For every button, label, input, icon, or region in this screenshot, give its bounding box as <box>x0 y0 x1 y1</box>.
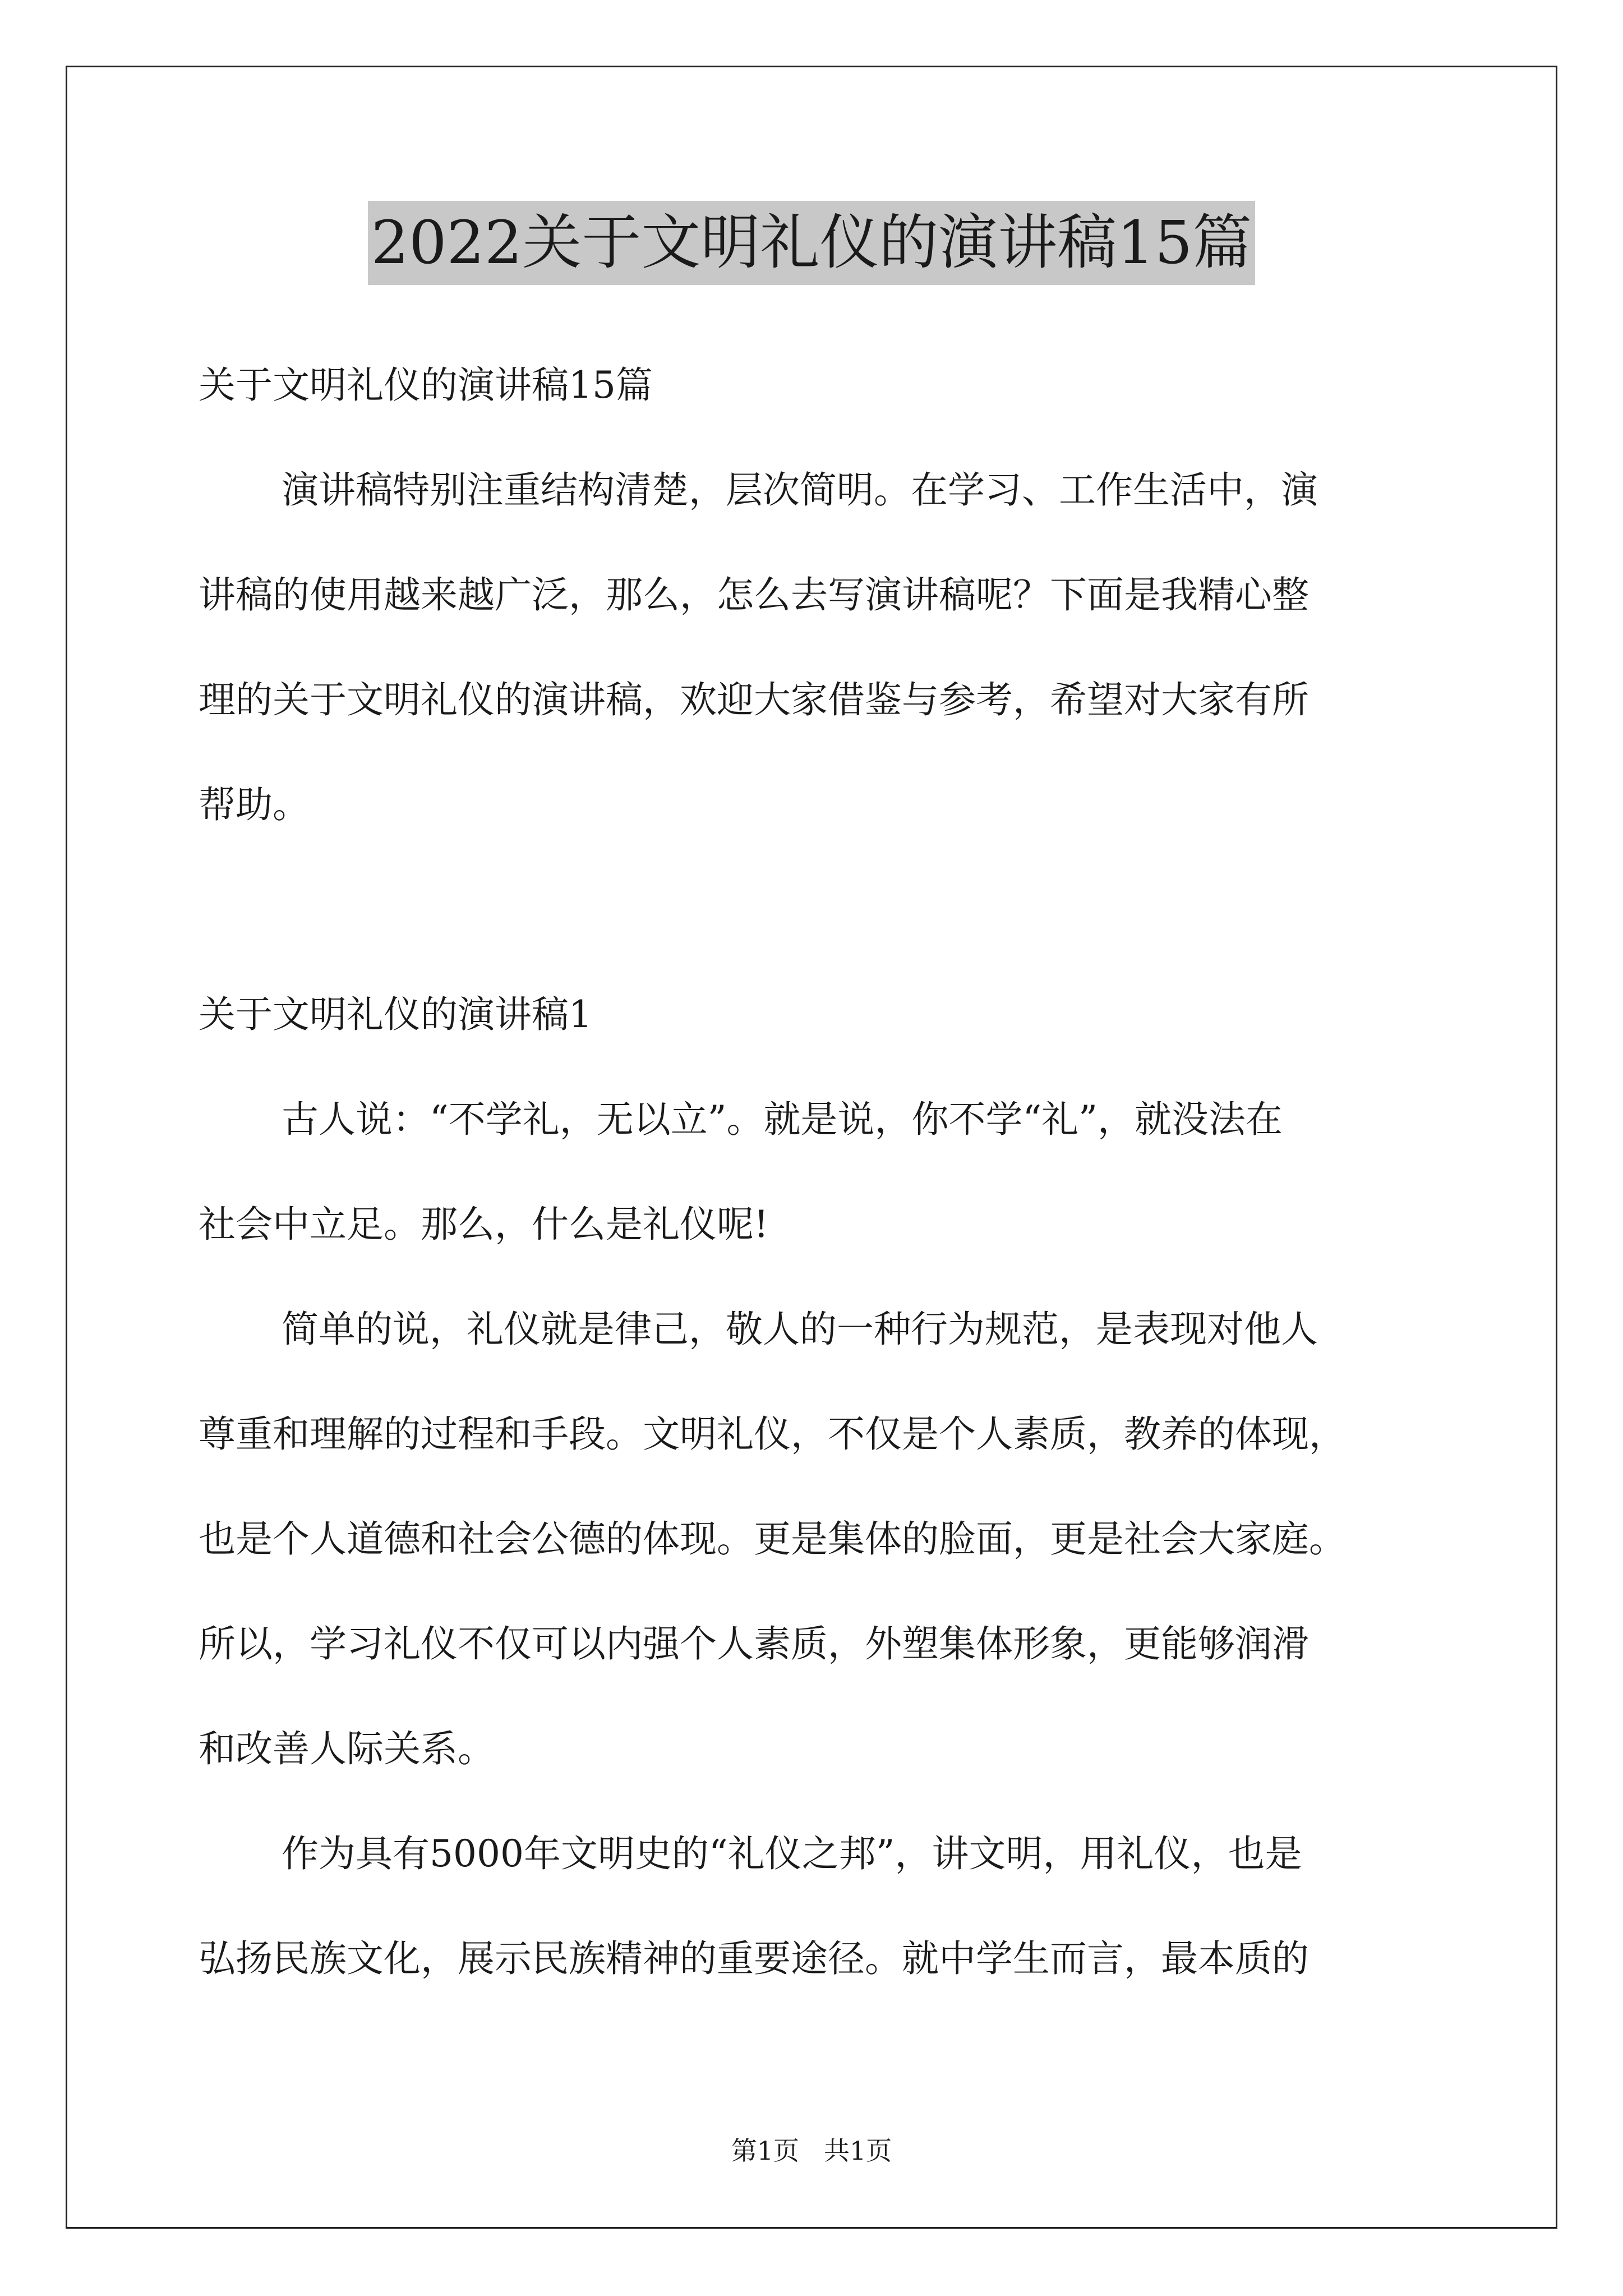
section-heading: 关于文明礼仪的演讲稿1 <box>199 993 592 1036</box>
paragraph-line: 也是个人道德和社会公德的体现。更是集体的脸面，更是社会大家庭。 <box>199 1517 1346 1561</box>
page-number: 第1页 <box>731 2136 799 2166</box>
paragraph-line: 弘扬民族文化，展示民族精神的重要途径。就中学生而言，最本质的 <box>199 1937 1309 1980</box>
page-count: 共1页 <box>824 2136 892 2166</box>
paragraph-line: 帮助。 <box>199 783 310 826</box>
paragraph-line: 作为具有5000年文明史的“礼仪之邦”，讲文明，用礼仪，也是 <box>282 1832 1302 1875</box>
paragraph-line: 社会中立足。那么，什么是礼仪呢! <box>199 1203 769 1246</box>
document-title: 2022关于文明礼仪的演讲稿15篇 <box>368 201 1256 285</box>
paragraph-line: 和改善人际关系。 <box>199 1727 495 1770</box>
page-footer <box>0 2131 1623 2168</box>
document-title-row <box>0 201 1623 302</box>
paragraph-line: 演讲稿特别注重结构清楚，层次简明。在学习、工作生活中，演 <box>282 468 1318 512</box>
paragraph-line: 尊重和理解的过程和手段。文明礼仪，不仅是个人素质，教养的体现， <box>199 1412 1346 1456</box>
paragraph-line: 理的关于文明礼仪的演讲稿，欢迎大家借鉴与参考，希望对大家有所 <box>199 678 1309 721</box>
paragraph-line: 所以，学习礼仪不仅可以内强个人素质，外塑集体形象，更能够润滑 <box>199 1622 1309 1665</box>
subtitle-line: 关于文明礼仪的演讲稿15篇 <box>199 364 653 407</box>
paragraph-line: 简单的说，礼仪就是律己，敬人的一种行为规范，是表现对他人 <box>282 1308 1318 1351</box>
paragraph-line: 古人说：“不学礼，无以立”。就是说，你不学“礼”，就没法在 <box>282 1098 1283 1141</box>
paragraph-line: 讲稿的使用越来越广泛，那么，怎么去写演讲稿呢？下面是我精心整 <box>199 573 1309 616</box>
